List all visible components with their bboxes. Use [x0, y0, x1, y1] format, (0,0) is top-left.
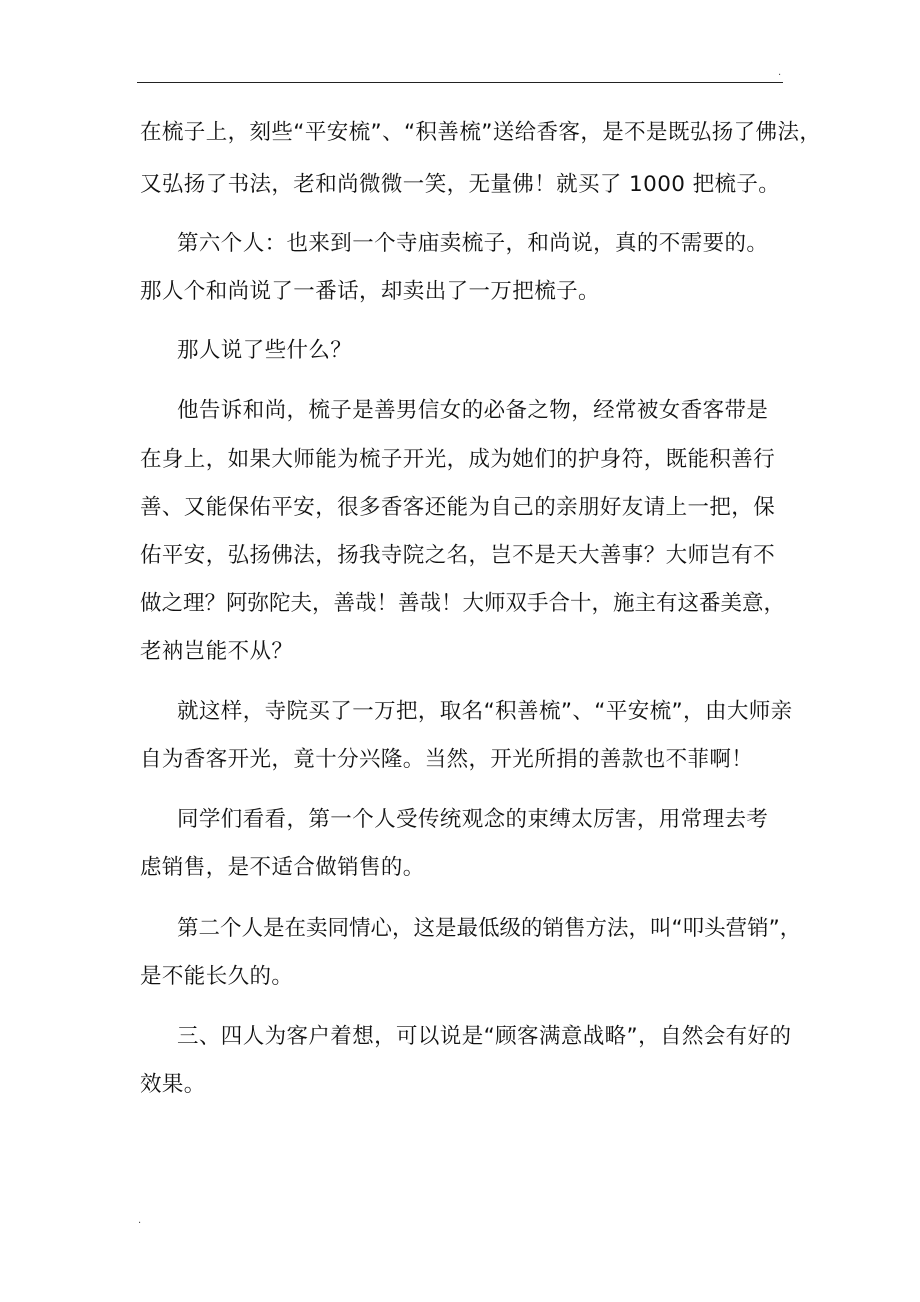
text-line: 佑平安，弘扬佛法，扬我寺院之名，岂不是天大善事？大师岂有不 — [140, 543, 776, 568]
text-line: 同学们看看，第一个人受传统观念的束缚太厉害，用常理去考 — [177, 807, 769, 832]
text-line: 效果。 — [140, 1072, 206, 1097]
text-line: 又弘扬了书法，老和尚微微一笑，无量佛！就买了 1000 把梳子。 — [140, 172, 781, 197]
text-line: 他告诉和尚，梳子是善男信女的必备之物，经常被女香客带是 — [177, 398, 769, 423]
text-line: 那人个和尚说了一番话，却卖出了一万把梳子。 — [140, 279, 600, 304]
header-divider — [137, 82, 783, 83]
text-line: 是不能长久的。 — [140, 964, 294, 989]
text-line: 自为香客开光，竟十分兴隆。当然，开光所捐的善款也不菲啊！ — [140, 747, 754, 772]
text-line: 在梳子上，刻些“平安梳”、“积善梳”送给香客，是不是既弘扬了佛法， — [140, 120, 822, 145]
text-line: 那人说了些什么？ — [177, 338, 353, 363]
header-corner-mark: . — [778, 67, 782, 78]
text-line: 虑销售，是不适合做销售的。 — [140, 855, 425, 880]
text-line: 就这样，寺院买了一万把，取名“积善梳”、“平安梳”，由大师亲 — [177, 699, 793, 724]
text-line: 第六个人：也来到一个寺庙卖梳子，和尚说，真的不需要的。 — [177, 231, 769, 256]
text-line: 第二个人是在卖同情心，这是最低级的销售方法，叫“叩头营销”， — [177, 916, 802, 941]
footer-corner-mark: . — [138, 1215, 142, 1226]
text-line: 善、又能保佑平安，很多香客还能为自己的亲朋好友请上一把，保 — [140, 495, 776, 520]
text-line: 做之理？阿弥陀夫，善哉！善哉！大师双手合十，施主有这番美意， — [140, 591, 786, 616]
text-line: 三、四人为客户着想，可以说是“顾客满意战略”，自然会有好的 — [177, 1024, 792, 1049]
text-line: 在身上，如果大师能为梳子开光，成为她们的护身符，既能积善行 — [140, 447, 776, 472]
text-line: 老衲岂能不从？ — [140, 639, 294, 664]
